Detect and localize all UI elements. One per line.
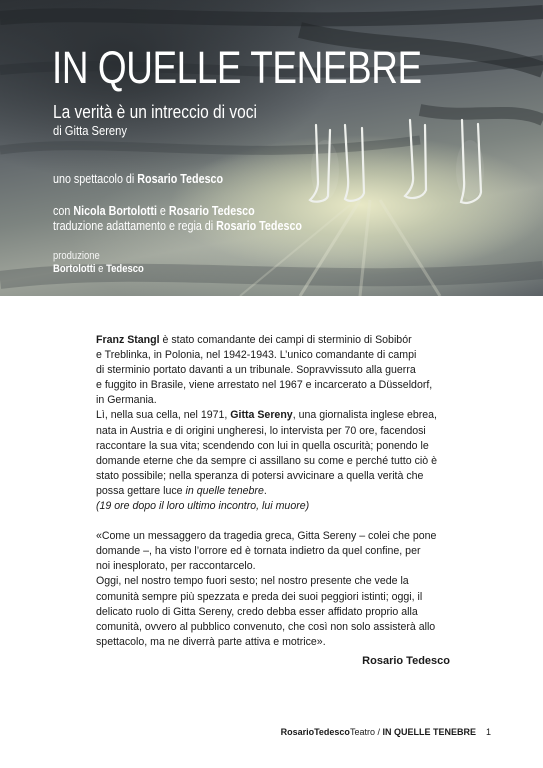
- production-name: Bortolotti: [53, 263, 96, 275]
- paragraph-2: [96, 529, 466, 650]
- body-text: [96, 333, 466, 650]
- text-span: in Germania.: [96, 394, 157, 407]
- paragraph-1: [96, 333, 466, 514]
- production-names: [53, 263, 144, 275]
- text-span: stato possibile; nella speranza di potersi avvicinare a quella verità che: [96, 469, 424, 482]
- footer-brand-suffix: Teatro: [349, 727, 375, 737]
- footer-show-title: IN QUELLE TENEBRE: [382, 727, 476, 737]
- text-span: e fuggito in Brasile, viene arrestato nel 1967 e incarcerato a Düsseldorf,: [96, 379, 433, 392]
- text-span: «Come un messaggero da tragedia greca, Gitta Sereny – colei che pone: [96, 530, 437, 543]
- text-span: .: [263, 484, 267, 497]
- credit-name: Rosario Tedesco: [216, 219, 302, 233]
- signature: Rosario Tedesco: [362, 655, 450, 667]
- text-span: di sterminio portato davanti a un tribunale. Sopravvissuto alla guerra: [96, 364, 416, 377]
- page-footer: [281, 727, 491, 737]
- credit-prefix: uno spettacolo di: [53, 172, 138, 186]
- credit-name: Nicola Bortolotti: [73, 204, 157, 218]
- credit-line-cast: [53, 204, 255, 219]
- text-span: possa gettare luce: [96, 484, 186, 497]
- credit-line-adaptation: [53, 219, 302, 234]
- text-span: , una giornalista inglese ebrea,: [292, 409, 437, 422]
- text-span: e Treblinka, in Polonia, nel 1942-1943. L’unico comandante di campi: [96, 349, 417, 362]
- show-byline: di Gitta Sereny: [53, 123, 127, 138]
- name-franz-stangl: Franz Stangl: [96, 334, 160, 346]
- credit-prefix: traduzione adattamento e regia di: [53, 219, 217, 233]
- production-label: produzione: [53, 250, 100, 262]
- footer-brand: RosarioTedesco: [280, 727, 350, 737]
- text-span: domande –, ha visto l’orrore ed è tornata indietro da quel confine, per: [96, 545, 421, 558]
- italic-title: in quelle tenebre: [185, 484, 264, 497]
- text-span: spettacolo, ma ne diverrà parte attiva e motrice».: [96, 635, 326, 648]
- italic-note: (19 ore dopo il loro ultimo incontro, lui muore): [96, 500, 310, 513]
- text-span: comunità sempre più spezzata e preda dei suoi peggiori istinti; oggi, il: [96, 590, 423, 603]
- text-span: comunità, ovvero al pubblico convenuto, che così non solo assisterà allo: [96, 620, 436, 633]
- show-title: IN QUELLE TENEBRE: [52, 42, 422, 93]
- credit-name: Rosario Tedesco: [168, 204, 255, 218]
- credit-line-director: [53, 172, 223, 187]
- footer-separator: /: [374, 727, 383, 737]
- show-subtitle: La verità è un intreccio di voci: [53, 102, 257, 122]
- production-conjunction: e: [95, 263, 107, 275]
- text-span: raccontare la sua vita; scendendo con lui in quella oscurità; ponendo le: [96, 439, 429, 452]
- text-span: Lì, nella sua cella, nel 1971,: [96, 409, 231, 422]
- credit-conjunction: e: [156, 204, 169, 218]
- text-span: nata in Austria e di origini ungheresi, lo intervista per 70 ore, facendosi: [96, 424, 426, 437]
- credit-name: Rosario Tedesco: [137, 172, 224, 186]
- text-span: domande eterne che da sempre ci assillano su come e perché tutto ciò è: [96, 454, 437, 467]
- text-span: noi inesplorato, per raccontarcelo.: [96, 560, 256, 573]
- production-name: Tedesco: [106, 263, 144, 275]
- paragraph-gap: [96, 514, 466, 529]
- credit-prefix: con: [53, 204, 74, 218]
- text-span: Oggi, nel nostro tempo fuori sesto; nel nostro presente che vede la: [96, 575, 409, 588]
- page-number: 1: [485, 727, 491, 737]
- text-span: è stato comandante dei campi di sterminio di Sobibór: [159, 334, 412, 346]
- name-gitta-sereny: Gitta Sereny: [230, 409, 293, 422]
- hero-banner: [0, 0, 543, 296]
- text-span: delicato ruolo di Gitta Sereny, credo debba esser affidato proprio alla: [96, 605, 418, 618]
